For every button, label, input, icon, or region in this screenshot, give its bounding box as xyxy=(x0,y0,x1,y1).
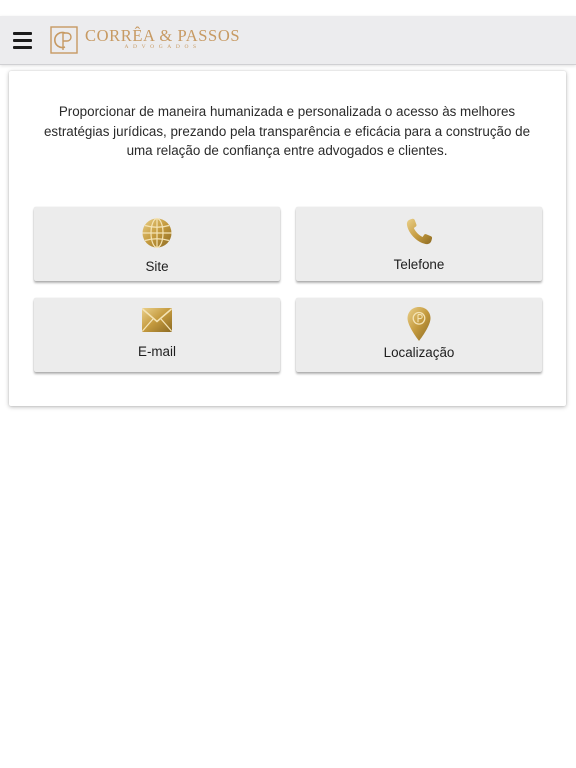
menu-line xyxy=(13,46,32,49)
localizacao-button[interactable] xyxy=(296,298,542,372)
hamburger-menu-icon[interactable] xyxy=(10,27,36,53)
site-button[interactable] xyxy=(34,207,280,281)
phone-icon xyxy=(404,217,434,247)
brand-logo xyxy=(50,23,240,57)
app-bar xyxy=(0,16,576,65)
map-pin-icon xyxy=(406,306,432,342)
intro-text: Proporcionar de maneira humanizada e personalizada o acesso às melhores estratégias jurídicas, prezando pela transparência e eficácia para a construção de uma relação de confiança entre advogados e clientes. xyxy=(43,104,531,158)
menu-line xyxy=(13,32,32,35)
menu-line xyxy=(13,39,32,42)
info-card xyxy=(9,71,566,406)
email-button[interactable] xyxy=(34,298,280,372)
logo-wordmark: CORRÊA & PASSOS xyxy=(85,26,241,45)
localizacao-label: Localização xyxy=(383,345,455,360)
globe-icon xyxy=(141,217,173,249)
logo-subtitle: ADVOGADOS xyxy=(124,44,201,50)
telefone-label: Telefone xyxy=(393,257,445,272)
email-label: E-mail xyxy=(138,344,176,359)
envelope-icon xyxy=(141,307,173,333)
cp-monogram-icon xyxy=(50,26,78,54)
site-label: Site xyxy=(145,259,169,274)
telefone-button[interactable] xyxy=(296,207,542,281)
status-bar-area xyxy=(0,0,576,16)
